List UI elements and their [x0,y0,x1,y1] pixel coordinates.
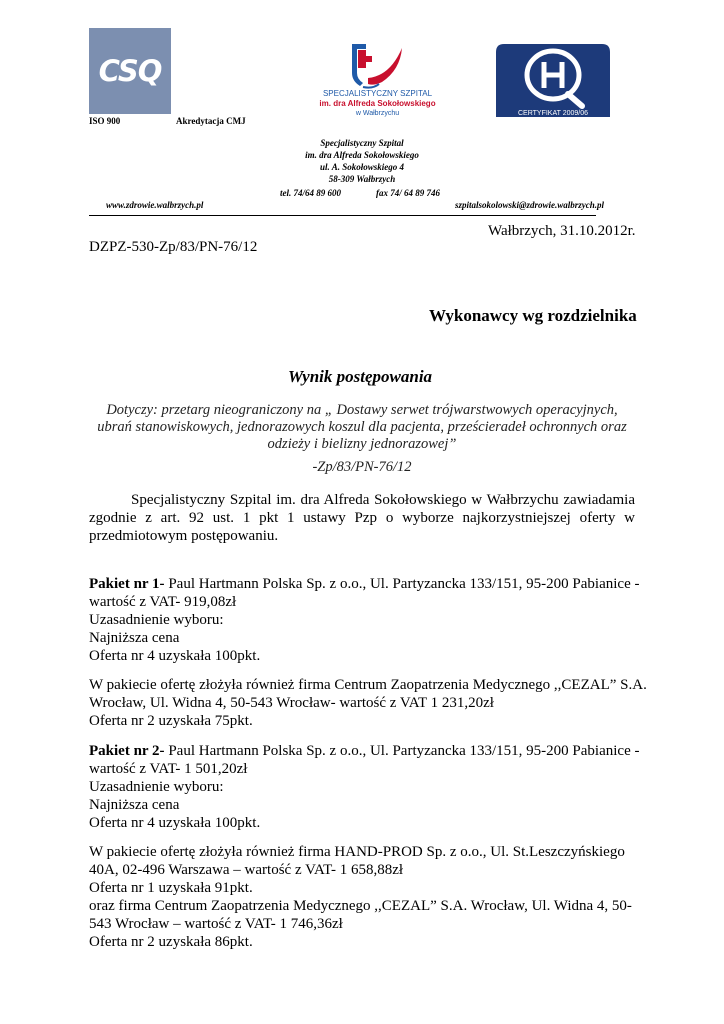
package-1-other-line: Wrocław, Ul. Widna 4, 50-543 Wrocław- wartość z VAT 1 231,20zł [89,695,494,711]
package-2-other-line: 543 Wrocław – wartość z VAT- 1 746,36zł [89,916,343,932]
header-divider [89,215,596,216]
fax-number: fax 74/ 64 89 746 [376,188,440,198]
package-1-company: Paul Hartmann Polska Sp. z o.o., Ul. Partyzancka 133/151, 95-200 Pabianice - [164,576,640,592]
subject-line2: ubrań stanowiskowych, jednorazowych koszul dla pacjenta, prześcieradeł ochronnych oraz [97,419,627,435]
package-2-other-line: oraz firma Centrum Zaopatrzenia Medycznego ,,CEZAL” S.A. Wrocław, Ul. Widna 4, 50- [89,898,632,914]
intro-paragraph: Specjalistyczny Szpital im. dra Alfreda Sokołowskiego w Wałbrzychu zawiadamia zgodnie z art. 92 ust. 1 pkt 1 ustawy Pzp o wyborze najkorzystniejszej oferty w przedmiotowym postępowaniu. [89,492,635,544]
package-1-value: wartość z VAT- 919,08zł [89,594,237,610]
address-line2: im. dra Alfreda Sokołowskiego [305,150,419,160]
package-2-other-offers [89,843,649,951]
email-link[interactable]: szpitalsokolowski@zdrowie.walbrzych.pl [455,200,605,210]
hospital-logo-line1: SPECJALISTYCZNY SZPITAL [322,89,433,98]
package-1-other-line: Oferta nr 2 uzyskała 75pkt. [89,713,253,729]
hospital-address [260,137,464,185]
quality-certificate-logo [492,42,614,117]
hospital-emblem-icon [338,38,418,94]
package-2-company: Paul Hartmann Polska Sp. z o.o., Ul. Partyzancka 133/151, 95-200 Pabianice - [164,743,640,759]
package-2-winner [89,742,649,760]
csq-logo-text: CSQ [98,54,162,88]
package-2-label: Pakiet nr 2- [89,743,165,759]
package-1-score: Oferta nr 4 uzyskała 100pkt. [89,648,261,664]
package-2-value: wartość z VAT- 1 501,20zł [89,761,248,777]
package-2-justification-label: Uzasadnienie wyboru: [89,779,224,795]
package-1-justification: Najniższa cena [89,630,180,646]
package-1 [89,575,649,665]
akredytacja-label: Akredytacja CMJ [176,116,246,126]
package-1-justification-label: Uzasadnienie wyboru: [89,612,224,628]
address-line4: 58-309 Wałbrzych [328,174,396,184]
document-title: Wynik postępowania [288,367,433,386]
package-2-score: Oferta nr 4 uzyskała 100pkt. [89,815,261,831]
package-1-label: Pakiet nr 1- [89,576,165,592]
csq-logo [89,28,171,114]
subject-line1: Dotyczy: przetarg nieograniczony na „ Dostawy serwet trójwarstwowych operacyjnych, [106,402,618,418]
case-number: -Zp/83/PN-76/12 [312,459,412,475]
package-1-other-line: W pakiecie ofertę złożyła również firma Centrum Zaopatrzenia Medycznego ,,CEZAL” S.A. [89,677,647,693]
reference-number: DZPZ-530-Zp/83/PN-76/12 [89,239,258,255]
address-line3: ul. A. Sokołowskiego 4 [320,162,404,172]
package-1-other-offers [89,676,649,730]
address-line1: Specjalistyczny Szpital [320,138,404,148]
hospital-logo-text [300,89,455,119]
package-2-other-line: Oferta nr 2 uzyskała 86pkt. [89,934,253,950]
package-2-other-line: W pakiecie ofertę złożyła również firma HAND-PROD Sp. z o.o., Ul. St.Leszczyńskiego [89,844,625,860]
recipient-heading: Wykonawcy wg rozdzielnika [429,306,637,325]
package-2-other-line: 40A, 02-496 Warszawa – wartość z VAT- 1 658,88zł [89,862,404,878]
subject-block [89,402,635,453]
package-2 [89,742,649,832]
hospital-logo-line3: w Wałbrzychu [355,110,400,117]
iso-label: ISO 900 [89,116,121,126]
cert-logo-text: CERTYFIKAT 2009/06 [517,110,589,117]
website-link[interactable]: www.zdrowie.walbrzych.pl [106,200,204,210]
letter-date: Wałbrzych, 31.10.2012r. [488,223,636,239]
package-2-other-line: Oferta nr 1 uzyskała 91pkt. [89,880,253,896]
package-2-justification: Najniższa cena [89,797,180,813]
phone-number: tel. 74/64 89 600 [280,188,341,198]
subject-line3: odzieży i bielizny jednorazowej” [267,436,457,452]
hospital-logo-line2: im. dra Alfreda Sokołowskiego [319,99,436,108]
package-1-winner [89,575,649,593]
